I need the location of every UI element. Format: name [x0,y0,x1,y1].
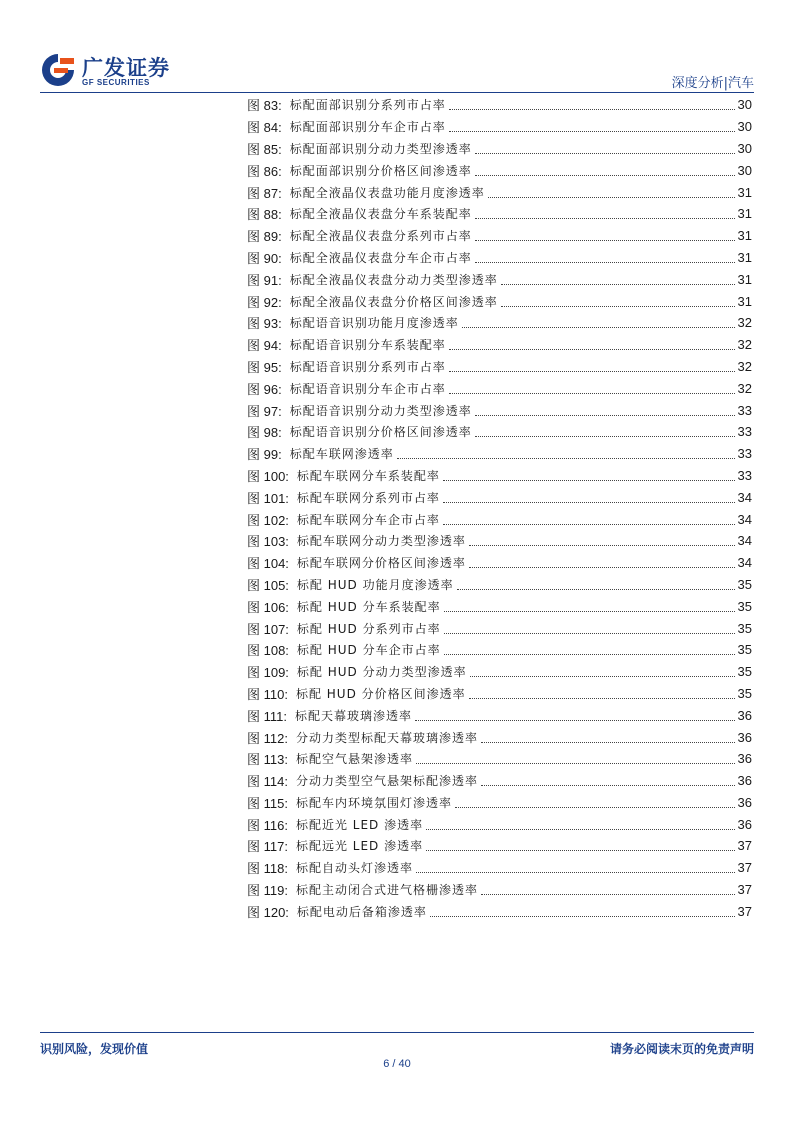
toc-entry[interactable] [247,552,752,574]
toc-page-number: 36 [737,773,752,789]
toc-figure-label: 图 98: [247,425,282,441]
toc-dot-leader [475,415,735,416]
toc-figure-title: 标配语音识别分动力类型渗透率 [289,403,472,418]
toc-figure-label: 图 116: [247,817,288,833]
page-number: 6 / 40 [383,1058,411,1070]
toc-page-number: 35 [737,576,752,592]
toc-figure-title: 标配语音识别分车系装配率 [289,338,446,353]
toc-page-number: 31 [737,293,752,309]
toc-figure-label: 图 85: [247,141,282,157]
toc-entry[interactable] [247,225,752,247]
toc-page-number: 31 [737,184,752,200]
toc-figure-label: 图 101: [247,490,289,506]
toc-figure-title: 标配 HUD 分车企市占率 [296,643,441,658]
toc-dot-leader [416,763,735,764]
toc-entry[interactable] [247,726,752,748]
toc-entry[interactable] [247,792,752,814]
toc-dot-leader [470,676,735,677]
toc-dot-leader [457,589,735,590]
toc-figure-title: 标配面部识别分动力类型渗透率 [289,141,472,156]
toc-figure-title: 标配全液晶仪表盘分价格区间渗透率 [289,294,498,309]
toc-figure-label: 图 90: [247,250,282,266]
toc-entry[interactable] [247,116,752,138]
toc-dot-leader [475,262,735,263]
toc-page-number: 32 [737,315,752,331]
toc-dot-leader [475,153,735,154]
toc-dot-leader [444,611,735,612]
toc-page-number: 35 [737,598,752,614]
toc-figure-label: 图 107: [247,621,289,637]
toc-entry[interactable] [247,770,752,792]
toc-figure-title: 标配车联网分系列市占率 [296,490,440,505]
toc-figure-title: 标配语音识别分车企市占率 [289,381,446,396]
toc-dot-leader [415,720,735,721]
toc-figure-title: 标配车联网分动力类型渗透率 [296,534,466,549]
toc-page-number: 37 [737,860,752,876]
toc-page-number: 31 [737,206,752,222]
toc-figure-label: 图 89: [247,229,282,245]
toc-page-number: 36 [737,794,752,810]
toc-figure-title: 标配主动闭合式进气格栅渗透率 [295,883,478,898]
toc-entry[interactable] [247,748,752,770]
toc-dot-leader [416,872,735,873]
toc-entry[interactable] [247,159,752,181]
toc-dot-leader [501,284,735,285]
toc-figure-title: 标配自动头灯渗透率 [295,861,413,876]
toc-page-number: 37 [737,882,752,898]
toc-figure-label: 图 94: [247,338,282,354]
toc-page-number: 33 [737,424,752,440]
toc-dot-leader [469,545,735,546]
toc-figure-label: 图 114: [247,774,288,790]
toc-figure-title: 标配语音识别分系列市占率 [289,359,446,374]
toc-dot-leader [475,436,735,437]
toc-entry[interactable] [247,268,752,290]
toc-page-number: 32 [737,337,752,353]
toc-entry[interactable] [247,247,752,269]
toc-figure-title: 分动力类型空气悬架标配渗透率 [295,774,478,789]
toc-page-number: 33 [737,446,752,462]
toc-figure-label: 图 119: [247,883,288,899]
toc-entry[interactable] [247,377,752,399]
toc-figure-label: 图 97: [247,403,282,419]
toc-entry[interactable] [247,704,752,726]
toc-dot-leader [481,742,735,743]
toc-dot-leader [488,197,735,198]
toc-figure-label: 图 83: [247,98,282,114]
toc-figure-title: 标配语音识别分价格区间渗透率 [289,425,472,440]
toc-entry[interactable] [247,813,752,835]
toc-entry[interactable] [247,203,752,225]
toc-dot-leader [469,698,735,699]
toc-figure-label: 图 120: [247,904,289,920]
toc-entry[interactable] [247,835,752,857]
toc-dot-leader [443,480,735,481]
toc-figure-label: 图 86: [247,163,282,179]
footer-disclaimer-note: 请务必阅读末页的免责声明 [609,1042,754,1056]
footer-divider [40,1032,754,1033]
report-section-label: 深度分析|汽车 [671,76,754,91]
toc-figure-title: 标配 HUD 分价格区间渗透率 [295,686,466,701]
toc-figure-title: 标配近光 LED 渗透率 [295,817,424,832]
toc-page-number: 30 [737,119,752,135]
toc-dot-leader [449,131,735,132]
toc-figure-title: 标配电动后备箱渗透率 [296,904,427,919]
toc-figure-label: 图 92: [247,294,282,310]
toc-figure-title: 标配面部识别分价格区间渗透率 [289,163,472,178]
toc-page-number: 37 [737,838,752,854]
toc-figure-label: 图 111: [247,708,287,724]
toc-figure-label: 图 112: [247,730,288,746]
toc-entry[interactable] [247,683,752,705]
toc-figure-title: 标配全液晶仪表盘分系列市占率 [289,229,472,244]
toc-dot-leader [444,633,735,634]
toc-figure-title: 标配面部识别分系列市占率 [289,98,446,113]
toc-dot-leader [469,567,735,568]
toc-dot-leader [449,109,735,110]
toc-figure-label: 图 100: [247,468,289,484]
toc-entry[interactable] [247,617,752,639]
toc-page-number: 34 [737,533,752,549]
figure-toc-list [247,94,752,922]
toc-page-number: 36 [737,729,752,745]
toc-entry[interactable] [247,574,752,596]
toc-figure-label: 图 95: [247,359,282,375]
toc-figure-label: 图 117: [247,839,288,855]
toc-figure-label: 图 93: [247,316,282,332]
toc-figure-title: 标配面部识别分车企市占率 [289,120,446,135]
toc-entry[interactable] [247,879,752,901]
toc-dot-leader [426,850,734,851]
toc-dot-leader [443,502,735,503]
toc-figure-title: 标配全液晶仪表盘分车系装配率 [289,207,472,222]
toc-figure-label: 图 91: [247,272,282,288]
toc-page-number: 35 [737,620,752,636]
toc-figure-title: 标配 HUD 分系列市占率 [296,621,441,636]
toc-figure-title: 标配全液晶仪表盘功能月度渗透率 [289,185,485,200]
toc-page-number: 32 [737,358,752,374]
toc-entry[interactable] [247,312,752,334]
toc-figure-title: 标配车联网分价格区间渗透率 [296,556,466,571]
toc-figure-title: 标配空气悬架渗透率 [295,752,413,767]
toc-dot-leader [449,349,735,350]
toc-page-number: 36 [737,751,752,767]
toc-figure-title: 分动力类型标配天幕玻璃渗透率 [295,730,478,745]
toc-entry[interactable] [247,356,752,378]
toc-dot-leader [444,654,735,655]
toc-entry[interactable] [247,661,752,683]
toc-figure-label: 图 106: [247,599,289,615]
toc-page-number: 30 [737,140,752,156]
toc-figure-label: 图 109: [247,665,289,681]
header-divider [40,92,754,93]
toc-entry[interactable] [247,530,752,552]
toc-entry[interactable] [247,857,752,879]
toc-dot-leader [501,306,735,307]
toc-figure-label: 图 113: [247,752,288,768]
toc-figure-title: 标配全液晶仪表盘分动力类型渗透率 [289,272,498,287]
toc-figure-title: 标配全液晶仪表盘分车企市占率 [289,250,472,265]
toc-figure-label: 图 84: [247,120,282,136]
logo-text-en: GF SECURITIES [82,78,150,87]
toc-entry[interactable] [247,94,752,116]
toc-page-number: 30 [737,97,752,113]
toc-page-number: 35 [737,664,752,680]
toc-dot-leader [481,894,735,895]
toc-figure-title: 标配车联网分车企市占率 [296,512,440,527]
toc-page-number: 33 [737,402,752,418]
toc-page-number: 31 [737,228,752,244]
toc-page-number: 35 [737,685,752,701]
toc-entry[interactable] [247,900,752,922]
toc-dot-leader [449,371,735,372]
toc-figure-label: 图 87: [247,185,282,201]
toc-figure-title: 标配 HUD 功能月度渗透率 [296,577,454,592]
toc-figure-label: 图 102: [247,512,289,528]
toc-entry[interactable] [247,290,752,312]
toc-page-number: 37 [737,903,752,919]
toc-figure-label: 图 88: [247,207,282,223]
toc-page-number: 31 [737,249,752,265]
toc-dot-leader [426,829,734,830]
toc-entry[interactable] [247,334,752,356]
toc-entry[interactable] [247,181,752,203]
toc-figure-label: 图 96: [247,381,282,397]
toc-page-number: 32 [737,380,752,396]
toc-entry[interactable] [247,421,752,443]
toc-entry[interactable] [247,486,752,508]
toc-entry[interactable] [247,508,752,530]
logo-text-cn: 广发证券 [82,56,170,80]
toc-dot-leader [397,458,735,459]
toc-figure-title: 标配车联网渗透率 [289,447,394,462]
company-logo [40,50,170,90]
gf-logo-icon [40,52,76,88]
toc-dot-leader [475,175,735,176]
toc-figure-title: 标配车内环境氛围灯渗透率 [295,795,452,810]
toc-entry[interactable] [247,138,752,160]
toc-page-number: 35 [737,642,752,658]
toc-page-number: 34 [737,555,752,571]
toc-page-number: 36 [737,816,752,832]
toc-dot-leader [430,916,735,917]
toc-figure-label: 图 118: [247,861,288,877]
toc-dot-leader [475,218,735,219]
toc-figure-label: 图 99: [247,447,282,463]
toc-page-number: 36 [737,707,752,723]
toc-dot-leader [455,807,735,808]
toc-entry[interactable] [247,399,752,421]
toc-dot-leader [443,524,735,525]
toc-figure-title: 标配 HUD 分动力类型渗透率 [296,665,467,680]
toc-figure-label: 图 103: [247,534,289,550]
toc-entry[interactable] [247,595,752,617]
toc-figure-title: 标配 HUD 分车系装配率 [296,599,441,614]
toc-page-number: 31 [737,271,752,287]
toc-dot-leader [449,393,735,394]
toc-figure-label: 图 108: [247,643,289,659]
toc-entry[interactable] [247,465,752,487]
toc-figure-label: 图 115: [247,795,288,811]
toc-page-number: 33 [737,467,752,483]
toc-figure-title: 标配天幕玻璃渗透率 [294,708,412,723]
toc-entry[interactable] [247,639,752,661]
toc-figure-title: 标配语音识别功能月度渗透率 [289,316,459,331]
footer-slogan: 识别风险，发现价值 [40,1042,149,1056]
toc-figure-title: 标配远光 LED 渗透率 [295,839,424,854]
toc-page-number: 34 [737,511,752,527]
toc-page-number: 34 [737,489,752,505]
toc-figure-label: 图 105: [247,577,289,593]
toc-dot-leader [481,785,735,786]
toc-dot-leader [475,240,735,241]
toc-page-number: 30 [737,162,752,178]
toc-figure-label: 图 110: [247,686,288,702]
toc-dot-leader [462,327,735,328]
toc-entry[interactable] [247,443,752,465]
page-header [40,50,754,96]
toc-figure-title: 标配车联网分车系装配率 [296,468,440,483]
toc-figure-label: 图 104: [247,556,289,572]
